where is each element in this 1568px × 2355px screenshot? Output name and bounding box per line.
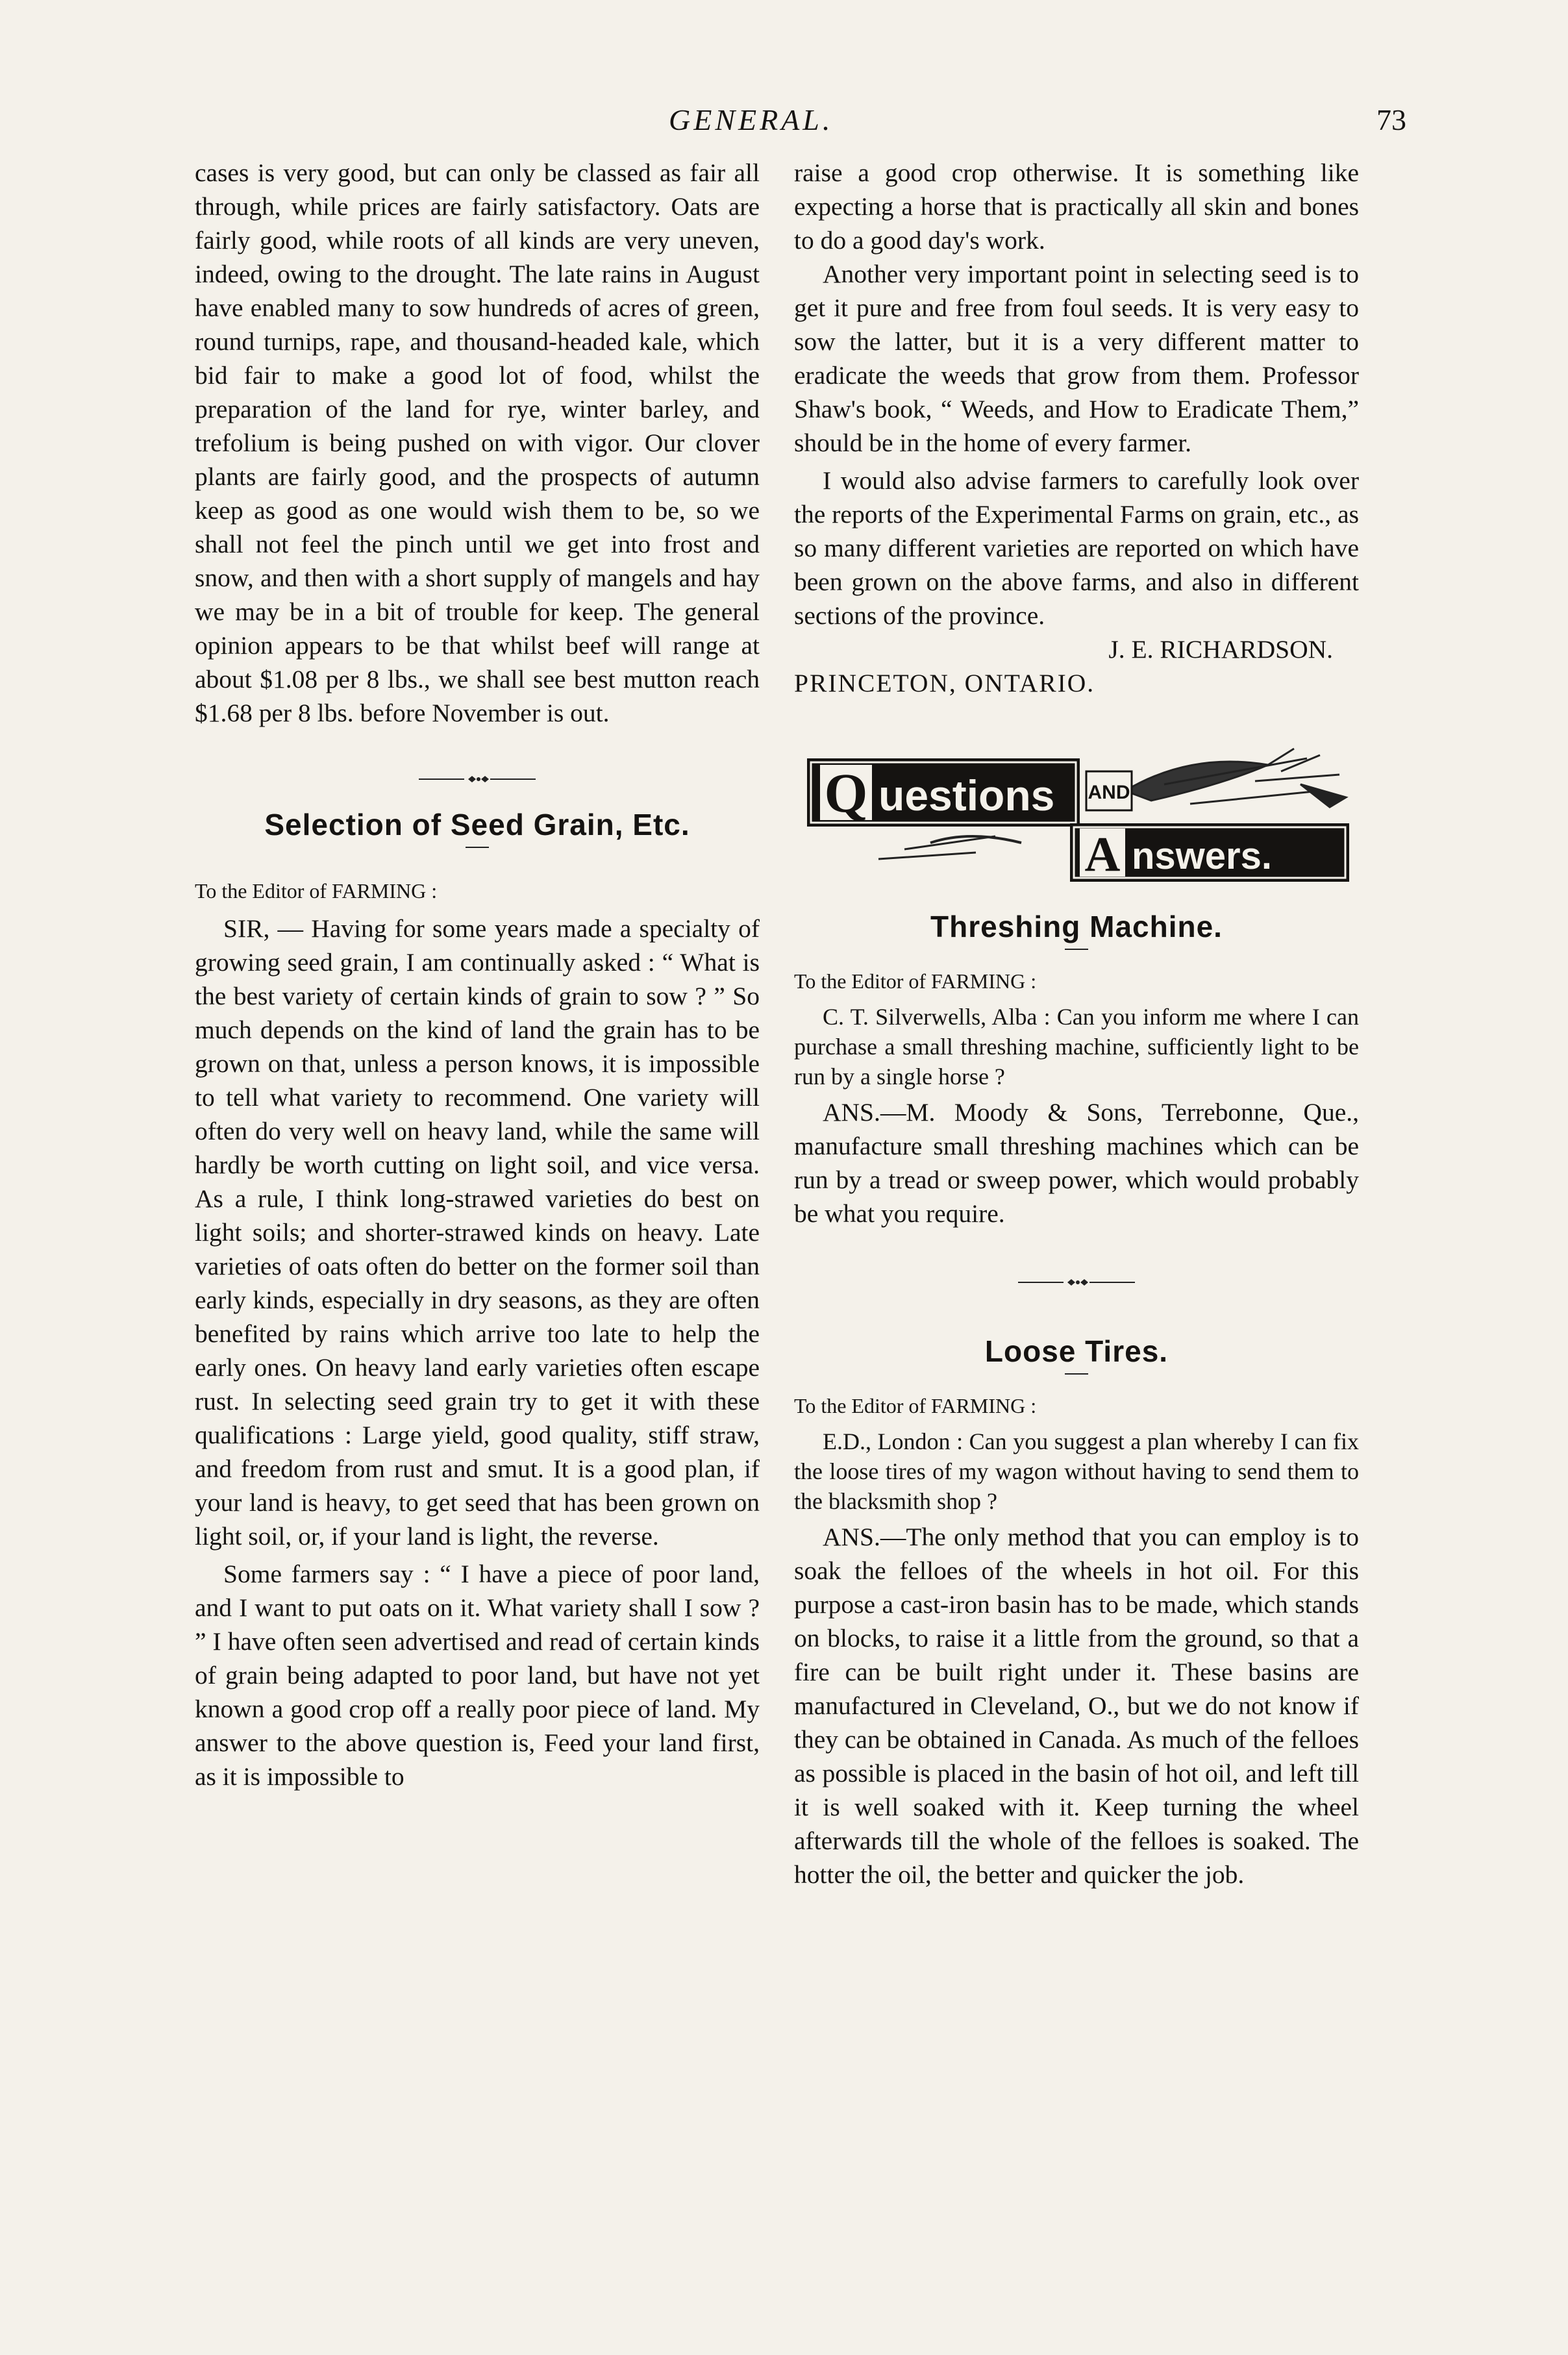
paragraph: Some farmers say : “ I have a piece of poor land, and I want to put oats on it. What variety shall I sow ? ” I have often seen advertised and read of certain kinds of grain being adapted to poor land, but have not yet known a good crop off a really poor piece of land. My answer to the above question is, Feed your land first, as it is impossible to bbox=[195, 1560, 760, 1791]
article-heading: Selection of Seed Grain, Etc. bbox=[264, 808, 690, 841]
question-text: E.D., London : Can you suggest a plan whereby I can fix the loose tires of my wagon without having to send them to the blacksmith shop ? bbox=[794, 1428, 1359, 1514]
place-line: PRINCETON, ONTARIO. bbox=[794, 669, 1095, 697]
to-editor-line: To the Editor of FARMING : bbox=[794, 1394, 1037, 1417]
running-title: GENERAL. bbox=[669, 103, 834, 136]
to-editor-line: To the Editor of FARMING : bbox=[195, 879, 438, 903]
question-text: C. T. Silverwells, Alba : Can you inform me where I can purchase a small threshing machine, sufficiently light to be run by a single horse ? bbox=[794, 1004, 1359, 1090]
to-editor-line: To the Editor of FARMING : bbox=[794, 969, 1037, 993]
logo-and-text: AND bbox=[1088, 782, 1130, 803]
question-heading: Loose Tires. bbox=[984, 1334, 1169, 1368]
right-column bbox=[794, 156, 1359, 1891]
ornament-rule-icon bbox=[419, 773, 536, 786]
paragraph: raise a good crop otherwise. It is something like expecting a horse that is practically all skin and bones to do a good day's work. bbox=[794, 158, 1359, 255]
running-head bbox=[0, 103, 1568, 148]
paragraph: SIR, — Having for some years made a specialty of growing seed grain, I am continually asked : “ What is the best variety of certain kinds of grain to sow ? ” So much depends on the kind of land the grain has to be grown on that, unless a person knows, it is impossible to tell what variety to recommend. One variety will often do very well on heavy land, while the same will hardly be worth cutting on light soil, and vice versa. As a rule, I think long-strawed varieties do best on light soils; and shorter-strawed kinds on heavy. Late varieties of oats often do better on the former soil than early kinds, especially in dry seasons, as they are often benefited by rains which arrive too late to help the early ones. On heavy land early varieties often escape rust. In selecting seed grain try to get it with these qualifications : Large yield, good quality, stiff straw, and freedom from rust and smut. It is a good plan, if your land is heavy, to get seed that has been grown on light soil, or, if your land is light, the reverse. bbox=[195, 914, 760, 1551]
paragraph: cases is very good, but can only be classed as fair all through, while prices are fairly satisfactory. Oats are fairly good, while roots of all kinds are very uneven, indeed, owing to the drought. The late rains in August have enabled many to sow hundreds of acres of green, round turnips, rape, and thousand-headed kale, which bid fair to make a good lot of food, whilst the preparation of the land for rye, winter barley, and trefolium is being pushed on with vigor. Our clover plants are fairly good, and the prospects of autumn keep as good as one would wish them to be, so we shall not feel the pinch until we get into frost and snow, and then with a short supply of mangels and hay we may be in a bit of trouble for keep. The general opinion appears to be that whilst beef will range at about $1.08 per 8 lbs., we shall see best mutton reach $1.68 per 8 lbs. before November is out. bbox=[195, 158, 760, 727]
heading-dash bbox=[1065, 1373, 1088, 1375]
ornament-rule-icon bbox=[1018, 1276, 1135, 1289]
logo-a-letter: A bbox=[1084, 827, 1121, 882]
heading-dash bbox=[1065, 949, 1088, 950]
logo-questions-text: uestions bbox=[878, 771, 1055, 819]
page-number: 73 bbox=[1376, 103, 1406, 136]
logo-answers-text: nswers. bbox=[1132, 835, 1272, 877]
paragraph: I would also advise farmers to carefully look over the reports of the Experimental Farms on grain, etc., as so many different varieties are reported on which have been grown on the above farms, and also in different sections of the province. bbox=[794, 466, 1359, 630]
signature: J. E. RICHARDSON. bbox=[1108, 635, 1333, 664]
logo-q-letter: Q bbox=[824, 762, 868, 824]
paragraph: Another very important point in selecting seed is to get it pure and free from foul seeds. It is very easy to sow the latter, but it is a very different matter to eradicate the weeds that grow from them. Professor Shaw's book, “ Weeds, and How to Eradicate Them,” should be in the home of every farmer. bbox=[794, 260, 1359, 457]
question-heading: Threshing Machine. bbox=[930, 910, 1223, 943]
section-divider bbox=[195, 760, 760, 799]
answer-text: ANS.—The only method that you can employ is to soak the felloes of the wheels in hot oil. For this purpose a cast-iron basin has to be made, which stands on blocks, to raise it a little from the ground, so that a fire can be built right under it. These basins are manufactured in Cleveland, O., but we do not know if they can be obtained in Canada. As much of the felloes as possible is placed in the basin of hot oil, and left till it is well soaked with it. Keep turning the wheel afterwards till the whole of the felloes is soaked. The hotter the oil, the better and quicker the job. bbox=[794, 1523, 1359, 1889]
left-column bbox=[195, 156, 760, 1793]
questions-and-answers-logo bbox=[801, 745, 1359, 888]
section-divider bbox=[794, 1263, 1359, 1302]
answer-text: ANS.—M. Moody & Sons, Terrebonne, Que., manufacture small threshing machines which can be run by a tread or sweep power, which would probably be what you require. bbox=[794, 1098, 1359, 1228]
heading-dash bbox=[466, 847, 489, 848]
